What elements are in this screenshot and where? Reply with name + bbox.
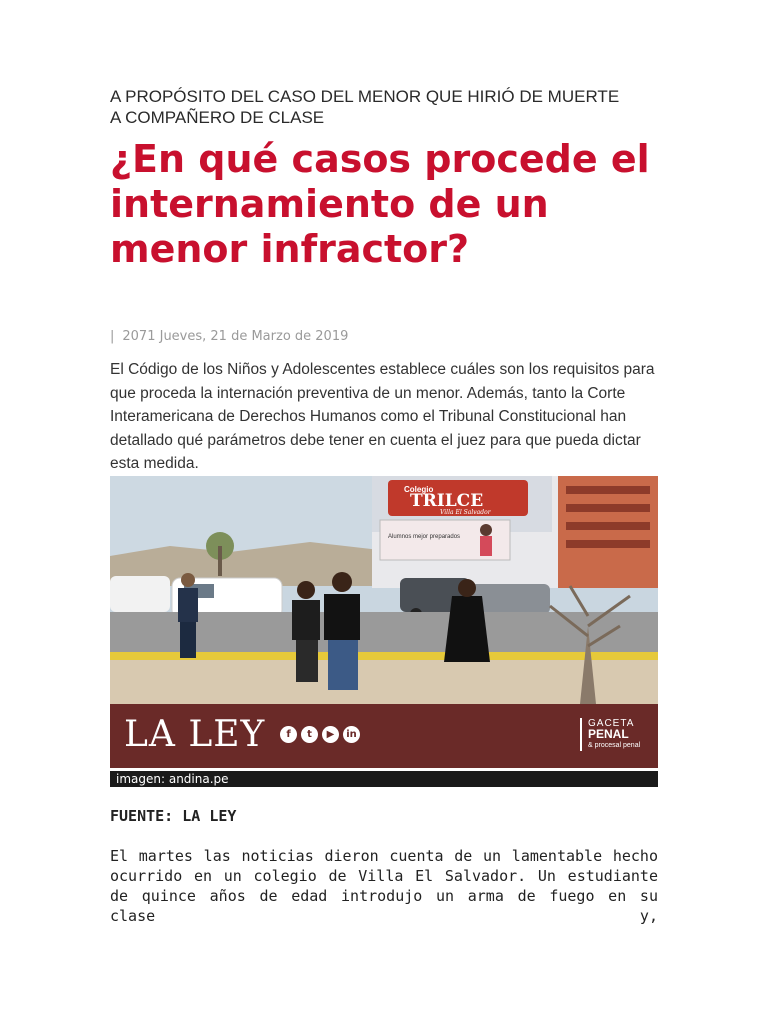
article-headline: ¿En qué casos procede el internamiento de un menor infractor? [110,137,650,271]
gaceta-line1: GACETA [588,718,635,729]
linkedin-icon[interactable]: in [343,726,360,743]
article-photo [110,476,658,704]
billboard-text: Alumnos mejor preparados [388,534,461,540]
article-source: FUENTE: LA LEY [110,807,237,825]
social-links [280,726,360,743]
gaceta-line2: PENAL [588,727,629,741]
article-body: El martes las noticias dieron cuenta de un lamentable hecho ocurrido en un colegio de Villa El Salvador. Un estudiante de quince años de edad introdujo un arma de fuego en su clase y, [110,847,658,925]
gaceta-penal-logo [580,718,640,751]
la-ley-banner [110,704,658,768]
article-meta [110,329,348,344]
article-kicker: A PROPÓSITO DEL CASO DEL MENOR QUE HIRIÓ DE MUERTE A COMPAÑERO DE CLASE [110,87,620,127]
meta-date: 2071 Jueves, 21 de Marzo de 2019 [122,329,349,344]
gaceta-line3: & procesal penal [588,742,641,749]
photo-illustration [110,476,658,704]
school-sign-top: Colegio [404,485,434,494]
meta-separator: | [110,329,115,344]
image-caption: imagen: andina.pe [110,771,658,787]
youtube-icon[interactable]: ▶ [322,726,339,743]
article-lead: El Código de los Niños y Adolescentes establece cuáles son los requisitos para que proceda la internación preventiva de un menor. Además, tanto la Corte Interamericana de Derechos Humanos como el Tribunal Constitucional han detallado qué parámetros debe tener en cuenta el juez para que pueda dictar esta medida. [110,361,655,472]
twitter-icon[interactable]: t [301,726,318,743]
school-sign-sub: Villa El Salvador [440,509,491,516]
la-ley-logo: LA LEY [124,714,266,755]
facebook-icon[interactable]: f [280,726,297,743]
school-sign: TRILCE [410,491,484,511]
